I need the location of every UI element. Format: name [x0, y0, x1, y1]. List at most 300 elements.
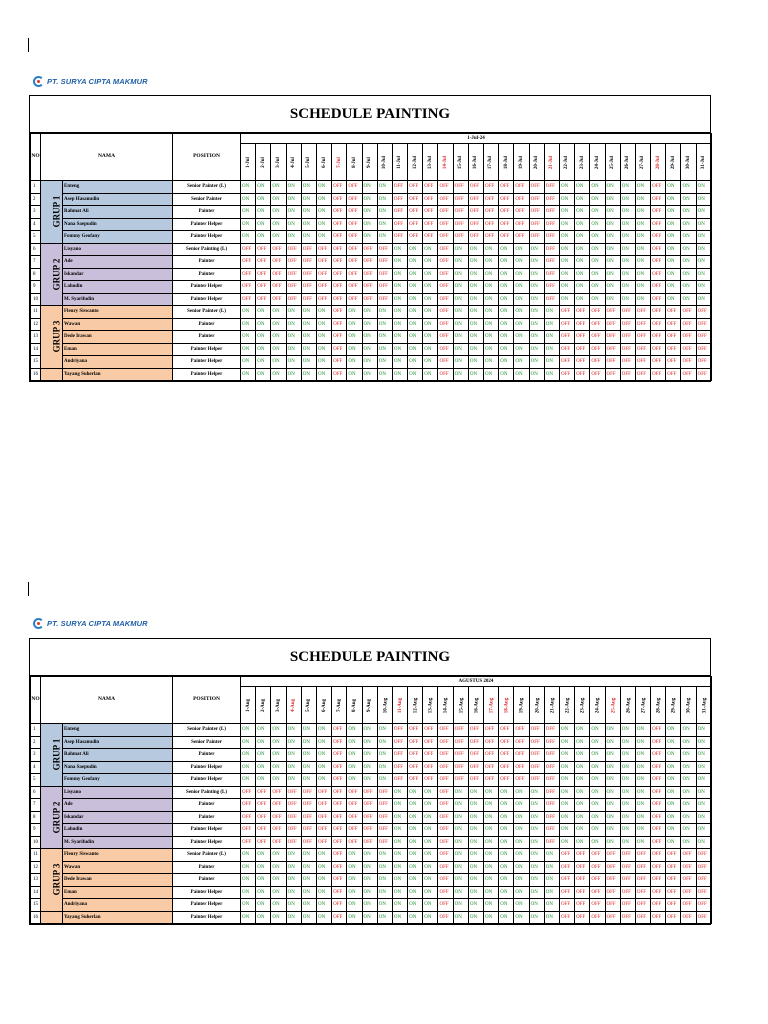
row-number: 15 — [31, 899, 41, 912]
schedule-cell: OFF — [408, 749, 423, 762]
schedule-cell: ON — [514, 836, 529, 849]
schedule-cell: OFF — [271, 256, 286, 269]
day-header: 23-Jul — [575, 144, 590, 181]
schedule-cell: OFF — [575, 874, 590, 887]
schedule-cell: ON — [286, 218, 301, 231]
schedule-cell: OFF — [620, 886, 635, 899]
schedule-cell: ON — [635, 774, 650, 787]
schedule-cell: ON — [347, 849, 362, 862]
schedule-cell: OFF — [453, 181, 468, 194]
schedule-cell: OFF — [651, 256, 666, 269]
schedule-cell: ON — [423, 861, 438, 874]
schedule-cell: ON — [286, 343, 301, 356]
schedule-cell: ON — [271, 861, 286, 874]
schedule-cell: OFF — [484, 206, 499, 219]
schedule-cell: ON — [559, 786, 574, 799]
schedule-cell: OFF — [256, 824, 271, 837]
schedule-cell: ON — [575, 231, 590, 244]
row-number: 6 — [31, 786, 41, 799]
schedule-cell: ON — [453, 293, 468, 306]
schedule-cell: ON — [392, 281, 407, 294]
schedule-cell: ON — [377, 181, 392, 194]
schedule-cell: OFF — [438, 911, 453, 924]
schedule-cell: ON — [544, 899, 559, 912]
schedule-cell: OFF — [468, 761, 483, 774]
day-header: 14-Aug — [438, 687, 453, 724]
schedule-cell: ON — [666, 218, 681, 231]
staff-name: Fleury Siswanto — [63, 849, 173, 862]
schedule-cell: ON — [484, 836, 499, 849]
schedule-cell: ON — [408, 356, 423, 369]
schedule-cell: ON — [635, 799, 650, 812]
schedule-cell: OFF — [377, 811, 392, 824]
row-number: 14 — [31, 343, 41, 356]
header-position: POSITION — [173, 677, 241, 724]
schedule-cell: OFF — [256, 811, 271, 824]
schedule-cell: OFF — [316, 281, 331, 294]
schedule-cell: OFF — [468, 774, 483, 787]
header-position: POSITION — [173, 134, 241, 181]
company-name: PT. SURYA CIPTA MAKMUR — [47, 77, 148, 86]
schedule-cell: OFF — [241, 786, 256, 799]
schedule-cell: OFF — [651, 281, 666, 294]
schedule-cell: ON — [559, 736, 574, 749]
schedule-cell: OFF — [286, 811, 301, 824]
schedule-cell: OFF — [286, 243, 301, 256]
schedule-cell: OFF — [408, 206, 423, 219]
schedule-cell: OFF — [271, 799, 286, 812]
schedule-cell: OFF — [423, 774, 438, 787]
schedule-cell: ON — [301, 724, 316, 737]
staff-position: Painter Helper — [173, 231, 241, 244]
schedule-cell: ON — [635, 231, 650, 244]
table-row — [31, 824, 712, 837]
schedule-cell: ON — [271, 874, 286, 887]
table-row — [31, 811, 712, 824]
row-number: 14 — [31, 886, 41, 899]
schedule-cell: ON — [484, 849, 499, 862]
schedule-cell: OFF — [575, 899, 590, 912]
schedule-cell: OFF — [377, 799, 392, 812]
schedule-cell: OFF — [620, 318, 635, 331]
schedule-cell: ON — [590, 206, 605, 219]
schedule-cell: OFF — [635, 874, 650, 887]
schedule-cell: ON — [575, 736, 590, 749]
schedule-cell: ON — [241, 774, 256, 787]
schedule-cell: OFF — [666, 343, 681, 356]
group-label: GRUP 3 — [41, 306, 63, 369]
schedule-cell: ON — [620, 724, 635, 737]
table-row — [31, 861, 712, 874]
schedule-cell: ON — [514, 293, 529, 306]
month-header: 1-Jul-24 — [241, 134, 712, 144]
schedule-cell: OFF — [377, 281, 392, 294]
schedule-cell: OFF — [362, 293, 377, 306]
schedule-cell: ON — [377, 749, 392, 762]
schedule-cell: OFF — [286, 836, 301, 849]
schedule-cell: ON — [635, 724, 650, 737]
schedule-cell: OFF — [438, 181, 453, 194]
schedule-cell: ON — [681, 724, 696, 737]
table-row — [31, 206, 712, 219]
schedule-cell: ON — [362, 886, 377, 899]
schedule-cell: ON — [635, 293, 650, 306]
schedule-cell: ON — [590, 243, 605, 256]
schedule-cell: ON — [286, 193, 301, 206]
schedule-cell: ON — [377, 886, 392, 899]
schedule-cell: OFF — [544, 218, 559, 231]
schedule-cell: OFF — [438, 293, 453, 306]
schedule-cell: ON — [575, 256, 590, 269]
schedule-cell: OFF — [499, 218, 514, 231]
schedule-cell: ON — [529, 874, 544, 887]
schedule-cell: ON — [347, 343, 362, 356]
day-header: 26-Jul — [620, 144, 635, 181]
header-nama: NAMA — [41, 677, 173, 724]
schedule-cell: ON — [316, 356, 331, 369]
schedule-cell: ON — [408, 368, 423, 381]
schedule-cell: OFF — [271, 824, 286, 837]
schedule-cell: ON — [620, 243, 635, 256]
schedule-cell: ON — [666, 799, 681, 812]
day-header: 18-Aug — [499, 687, 514, 724]
schedule-cell: ON — [499, 343, 514, 356]
schedule-cell: ON — [681, 218, 696, 231]
row-number: 1 — [31, 724, 41, 737]
schedule-cell: ON — [362, 343, 377, 356]
schedule-cell: ON — [377, 306, 392, 319]
schedule-cell: ON — [590, 824, 605, 837]
day-header: 19-Aug — [514, 687, 529, 724]
schedule-cell: OFF — [408, 761, 423, 774]
schedule-cell: ON — [241, 181, 256, 194]
schedule-cell: ON — [241, 193, 256, 206]
schedule-cell: ON — [316, 193, 331, 206]
schedule-cell: OFF — [529, 774, 544, 787]
schedule-cell: OFF — [423, 181, 438, 194]
row-number: 12 — [31, 318, 41, 331]
schedule-cell: ON — [241, 318, 256, 331]
schedule-cell: ON — [468, 824, 483, 837]
schedule-cell: ON — [605, 218, 620, 231]
schedule-cell: OFF — [696, 318, 711, 331]
row-number: 4 — [31, 218, 41, 231]
schedule-cell: ON — [362, 861, 377, 874]
schedule-cell: ON — [241, 231, 256, 244]
day-header: 8-Aug — [347, 687, 362, 724]
schedule-cell: ON — [271, 911, 286, 924]
schedule-cell: ON — [635, 268, 650, 281]
schedule-cell: ON — [499, 824, 514, 837]
schedule-cell: ON — [529, 293, 544, 306]
schedule-cell: OFF — [332, 306, 347, 319]
table-row — [31, 749, 712, 762]
schedule-cell: OFF — [271, 243, 286, 256]
schedule-cell: ON — [529, 886, 544, 899]
table-row — [31, 293, 712, 306]
schedule-cell: ON — [620, 293, 635, 306]
schedule-cell: ON — [377, 368, 392, 381]
schedule-cell: OFF — [651, 799, 666, 812]
schedule-cell: OFF — [590, 849, 605, 862]
schedule-cell: ON — [423, 306, 438, 319]
schedule-cell: ON — [499, 331, 514, 344]
day-header: 17-Aug — [484, 687, 499, 724]
day-header: 15-Aug — [453, 687, 468, 724]
schedule-cell: OFF — [681, 861, 696, 874]
schedule-cell: OFF — [301, 256, 316, 269]
schedule-cell: OFF — [651, 836, 666, 849]
schedule-cell: OFF — [620, 331, 635, 344]
schedule-cell: ON — [529, 899, 544, 912]
schedule-cell: ON — [362, 911, 377, 924]
schedule-cell: ON — [499, 899, 514, 912]
schedule-cell: OFF — [408, 724, 423, 737]
schedule-cell: OFF — [316, 786, 331, 799]
schedule-cell: ON — [529, 836, 544, 849]
schedule-cell: OFF — [438, 774, 453, 787]
schedule-cell: OFF — [635, 331, 650, 344]
schedule-cell: ON — [696, 836, 711, 849]
schedule-cell: ON — [392, 318, 407, 331]
schedule-cell: ON — [681, 293, 696, 306]
schedule-cell: ON — [544, 318, 559, 331]
schedule-cell: ON — [666, 231, 681, 244]
schedule-cell: ON — [271, 849, 286, 862]
staff-position: Painter — [173, 268, 241, 281]
staff-position: Painter — [173, 256, 241, 269]
schedule-cell: OFF — [468, 193, 483, 206]
schedule-cell: OFF — [514, 218, 529, 231]
schedule-cell: ON — [620, 268, 635, 281]
schedule-cell: OFF — [575, 356, 590, 369]
staff-name: Nana Saepudin — [63, 218, 173, 231]
schedule-cell: OFF — [499, 206, 514, 219]
schedule-cell: ON — [696, 231, 711, 244]
schedule-cell: ON — [499, 849, 514, 862]
schedule-cell: ON — [590, 749, 605, 762]
schedule-cell: ON — [529, 343, 544, 356]
schedule-cell: OFF — [423, 736, 438, 749]
schedule-cell: ON — [423, 256, 438, 269]
schedule-cell: ON — [590, 218, 605, 231]
company-logo-icon — [33, 76, 44, 87]
schedule-cell: OFF — [286, 281, 301, 294]
schedule-cell: OFF — [332, 899, 347, 912]
schedule-cell: ON — [635, 749, 650, 762]
schedule-cell: ON — [468, 874, 483, 887]
schedule-cell: ON — [362, 318, 377, 331]
schedule-cell: ON — [499, 243, 514, 256]
schedule-cell: ON — [605, 836, 620, 849]
schedule-cell: OFF — [559, 874, 574, 887]
table-row — [31, 243, 712, 256]
schedule-cell: OFF — [241, 243, 256, 256]
schedule-cell: OFF — [651, 268, 666, 281]
schedule-cell: OFF — [620, 306, 635, 319]
row-number: 11 — [31, 306, 41, 319]
schedule-cell: ON — [377, 206, 392, 219]
schedule-cell: OFF — [362, 836, 377, 849]
schedule-cell: ON — [499, 368, 514, 381]
schedule-cell: ON — [377, 343, 392, 356]
schedule-cell: ON — [484, 343, 499, 356]
schedule-cell: ON — [423, 356, 438, 369]
schedule-cell: OFF — [286, 824, 301, 837]
schedule-cell: ON — [666, 256, 681, 269]
schedule-cell: OFF — [347, 243, 362, 256]
schedule-cell: OFF — [499, 761, 514, 774]
schedule-cell: ON — [544, 306, 559, 319]
staff-name: Fommy Geofany — [63, 231, 173, 244]
staff-name: Eman — [63, 343, 173, 356]
schedule-cell: ON — [590, 181, 605, 194]
schedule-cell: ON — [392, 786, 407, 799]
schedule-cell: OFF — [438, 231, 453, 244]
schedule-cell: ON — [286, 861, 301, 874]
schedule-cell: ON — [514, 268, 529, 281]
schedule-cell: OFF — [590, 343, 605, 356]
schedule-cell: OFF — [347, 799, 362, 812]
schedule-cell: ON — [392, 886, 407, 899]
row-number: 15 — [31, 356, 41, 369]
schedule-cell: ON — [286, 874, 301, 887]
schedule-cell: OFF — [286, 799, 301, 812]
day-header: 25-Aug — [605, 687, 620, 724]
schedule-cell: ON — [605, 243, 620, 256]
schedule-cell: OFF — [453, 218, 468, 231]
day-header: 19-Jul — [514, 144, 529, 181]
day-header: 28-Jul — [651, 144, 666, 181]
schedule-cell: OFF — [362, 256, 377, 269]
day-header: 17-Jul — [484, 144, 499, 181]
schedule-cell: ON — [559, 243, 574, 256]
schedule-cell: ON — [241, 306, 256, 319]
schedule-cell: ON — [316, 849, 331, 862]
day-header: 30-Jul — [681, 144, 696, 181]
schedule-cell: OFF — [241, 268, 256, 281]
schedule-cell: OFF — [666, 899, 681, 912]
table-row — [31, 886, 712, 899]
table-row — [31, 849, 712, 862]
schedule-cell: OFF — [514, 193, 529, 206]
schedule-cell: OFF — [438, 268, 453, 281]
schedule-cell: ON — [408, 331, 423, 344]
schedule-cell: ON — [666, 749, 681, 762]
schedule-cell: ON — [408, 268, 423, 281]
schedule-cell: ON — [681, 193, 696, 206]
schedule-cell: ON — [347, 724, 362, 737]
schedule-cell: ON — [620, 786, 635, 799]
schedule-cell: OFF — [651, 874, 666, 887]
schedule-cell: ON — [696, 749, 711, 762]
schedule-cell: OFF — [286, 256, 301, 269]
schedule-cell: OFF — [559, 356, 574, 369]
schedule-cell: OFF — [332, 331, 347, 344]
schedule-cell: OFF — [392, 724, 407, 737]
schedule-cell: OFF — [544, 268, 559, 281]
row-number: 16 — [31, 911, 41, 924]
schedule-cell: OFF — [514, 206, 529, 219]
day-header: 1-Jul — [241, 144, 256, 181]
schedule-cell: ON — [681, 761, 696, 774]
schedule-cell: ON — [559, 774, 574, 787]
schedule-cell: ON — [453, 268, 468, 281]
schedule-cell: ON — [301, 849, 316, 862]
schedule-cell: ON — [681, 811, 696, 824]
schedule-cell: OFF — [559, 318, 574, 331]
staff-position: Senior Painting (L) — [173, 786, 241, 799]
schedule-cell: OFF — [438, 861, 453, 874]
schedule-cell: ON — [453, 911, 468, 924]
schedule-cell: OFF — [666, 306, 681, 319]
schedule-cell: ON — [408, 293, 423, 306]
schedule-cell: ON — [484, 911, 499, 924]
schedule-cell: ON — [256, 193, 271, 206]
staff-position: Painter — [173, 331, 241, 344]
schedule-cell: OFF — [468, 181, 483, 194]
schedule-cell: OFF — [347, 256, 362, 269]
day-header: 10-Jul — [377, 144, 392, 181]
schedule-cell: OFF — [423, 761, 438, 774]
schedule-cell: ON — [256, 774, 271, 787]
schedule-cell: OFF — [332, 836, 347, 849]
day-header: 11-Jul — [392, 144, 407, 181]
schedule-cell: ON — [408, 306, 423, 319]
schedule-cell: OFF — [468, 206, 483, 219]
schedule-cell: ON — [590, 761, 605, 774]
schedule-cell: OFF — [651, 293, 666, 306]
schedule-cell: OFF — [423, 218, 438, 231]
staff-position: Senior Painting (L) — [173, 243, 241, 256]
staff-position: Senior Painter (L) — [173, 849, 241, 862]
row-number: 5 — [31, 231, 41, 244]
schedule-cell: ON — [316, 899, 331, 912]
schedule-cell: OFF — [286, 268, 301, 281]
schedule-cell: ON — [408, 899, 423, 912]
schedule-cell: ON — [514, 899, 529, 912]
schedule-cell: ON — [301, 343, 316, 356]
schedule-cell: ON — [423, 293, 438, 306]
schedule-cell: ON — [696, 736, 711, 749]
schedule-cell: ON — [514, 874, 529, 887]
schedule-cell: OFF — [651, 193, 666, 206]
schedule-cell: OFF — [681, 356, 696, 369]
schedule-cell: ON — [605, 256, 620, 269]
sheet-title: SCHEDULE PAINTING — [289, 648, 451, 665]
schedule-cell: OFF — [681, 874, 696, 887]
schedule-cell: ON — [392, 343, 407, 356]
day-header: 10-Aug — [377, 687, 392, 724]
schedule-cell: ON — [377, 356, 392, 369]
staff-name: Lisyano — [63, 243, 173, 256]
schedule-cell: ON — [544, 331, 559, 344]
schedule-cell: ON — [620, 206, 635, 219]
text-cursor — [28, 38, 29, 52]
schedule-cell: ON — [453, 886, 468, 899]
schedule-cell: ON — [453, 861, 468, 874]
schedule-cell: ON — [635, 811, 650, 824]
schedule-sheet-july — [29, 95, 711, 382]
schedule-cell: ON — [408, 343, 423, 356]
schedule-cell: OFF — [332, 343, 347, 356]
schedule-cell: OFF — [332, 206, 347, 219]
schedule-cell: ON — [286, 181, 301, 194]
schedule-cell: ON — [241, 911, 256, 924]
schedule-cell: ON — [271, 368, 286, 381]
schedule-cell: OFF — [392, 218, 407, 231]
schedule-cell: OFF — [453, 749, 468, 762]
